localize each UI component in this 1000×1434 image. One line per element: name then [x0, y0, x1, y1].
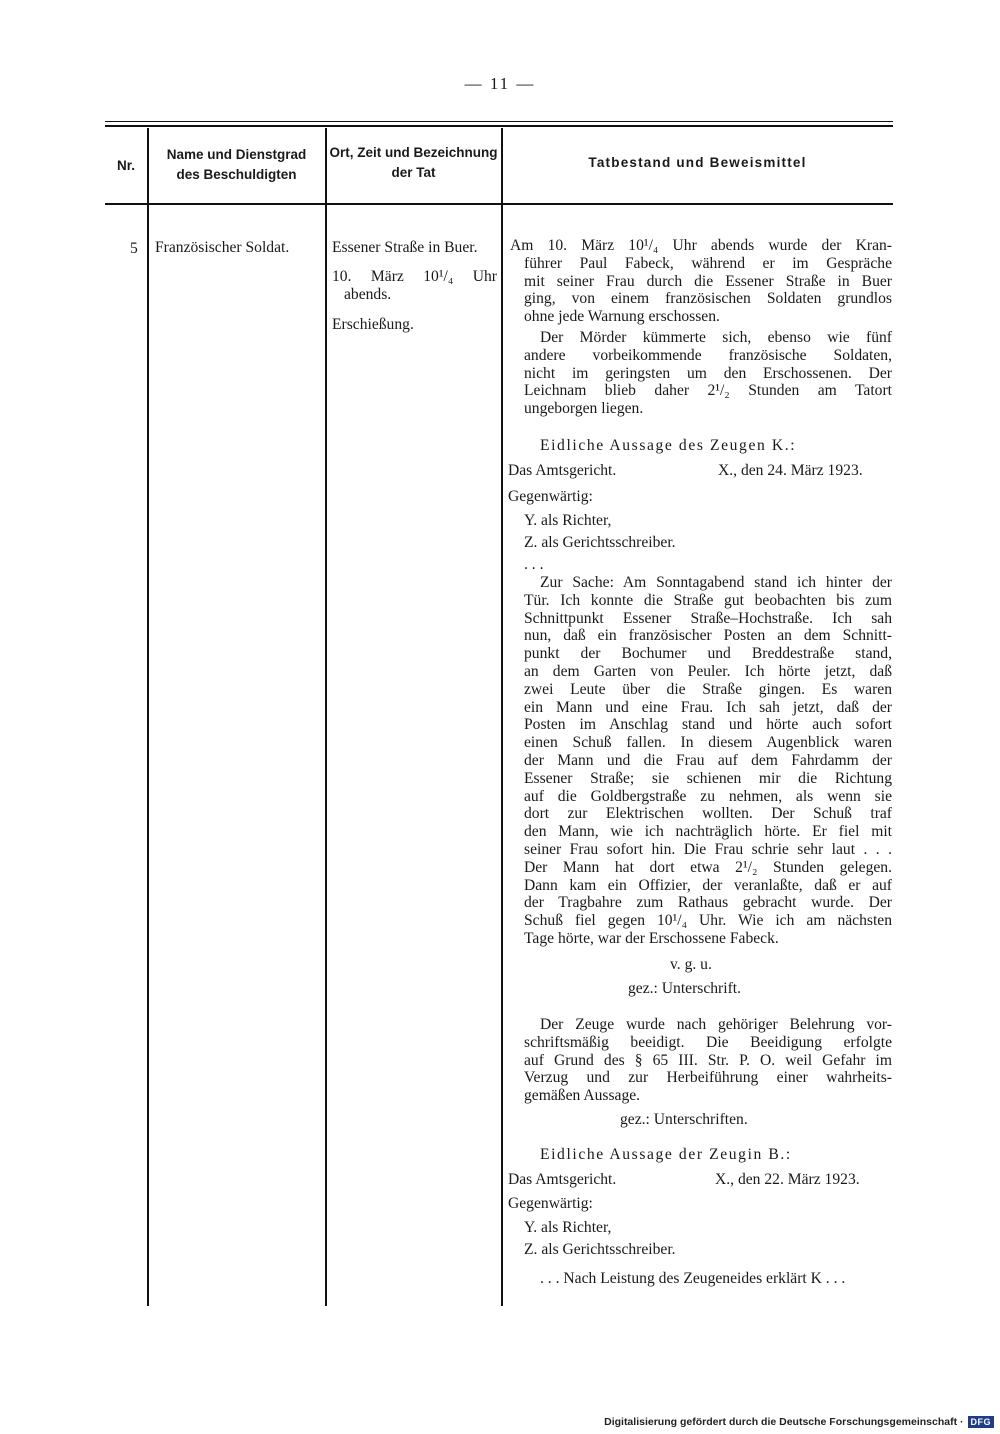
- text-line: Essener Straße; sie schienen mir die Richtung: [524, 769, 892, 787]
- header-name: [148, 145, 325, 185]
- dfg-logo-icon: DFG: [968, 1416, 995, 1428]
- text-line: auf Grund des § 65 III. Str. P. O. weil Gefahr im: [524, 1051, 892, 1069]
- text-line: ging, von einem französischen Soldaten grundlos: [524, 290, 892, 308]
- column-divider-3: [501, 128, 503, 1306]
- text-line: Schnittpunkt Essener Straße–Hochstraße. Ich sah: [524, 609, 892, 627]
- header-bottom-rule: [105, 203, 893, 205]
- footer: [604, 1416, 994, 1428]
- text-line: Verzug und zur Herbeiführung einer wahrheits-: [524, 1069, 892, 1087]
- text-line: Tage hörte, war der Erschossene Fabeck.: [524, 929, 779, 947]
- header-tatbestand: [502, 153, 893, 173]
- text-line: nicht im geringsten um den Erschossenen. Der: [524, 364, 892, 382]
- aussage-1-statement: [524, 574, 892, 948]
- aussage-2-closing: . . . Nach Leistung des Zeugeneides erklärt K . . .: [540, 1270, 846, 1287]
- text-line: der Tragbahre zum Rathaus gebracht wurde. Der: [524, 894, 892, 912]
- text-line: auf die Goldbergstraße zu nehmen, als wenn sie: [524, 787, 892, 805]
- text-line: der Mann und die Frau auf dem Fahrdamm der: [524, 751, 892, 769]
- row-ort-line2: 10. März 10¹/₄ Uhr: [332, 268, 497, 285]
- text-line: Dann kam ein Offizier, der veranlaßte, daß er auf: [524, 876, 892, 894]
- footer-text: Digitalisierung gefördert durch die Deutsche Forschungsgemeinschaft ·: [604, 1416, 964, 1428]
- text-line: andere vorbeikommende französische Soldaten,: [524, 346, 892, 364]
- header-nr: [105, 156, 147, 176]
- aussage-1-title: Eidliche Aussage des Zeugen K.:: [540, 437, 797, 454]
- text-line: zwei Leute über die Straße gingen. Es waren: [524, 680, 892, 698]
- row-ort-line1: Essener Straße in Buer.: [332, 239, 478, 256]
- text-line: führer Paul Fabeck, während er im Gespräche: [524, 254, 892, 272]
- column-divider-1: [147, 128, 149, 1306]
- row-ort-line3: abends.: [344, 286, 392, 303]
- page-number: — 11 —: [464, 74, 536, 93]
- aussage-1-ellipsis: . . .: [524, 556, 544, 573]
- tatbestand-paragraph-2: [524, 329, 892, 418]
- oath-signed: gez.: Unterschriften.: [620, 1111, 748, 1128]
- aussage-2-clerk: Z. als Gerichtsschreiber.: [524, 1241, 676, 1258]
- header-ort-line1: Ort, Zeit und Bezeichnung: [329, 145, 498, 160]
- text-line: Posten im Anschlag stand und hörte auch sofort: [524, 716, 892, 734]
- text-line: Der Mörder kümmerte sich, ebenso wie fünf: [540, 329, 892, 346]
- text-line: seiner Frau sofort hin. Die Frau schrie sehr laut . . .: [524, 840, 892, 858]
- top-rule-thick: [105, 125, 893, 127]
- header-name-line1: Name und Dienstgrad: [166, 147, 307, 162]
- aussage-2-judge: Y. als Richter,: [524, 1219, 612, 1236]
- text-line: an dem Garten von Peuler. Ich hörte jetzt, daß: [524, 662, 892, 680]
- text-line: gemäßen Aussage.: [524, 1087, 641, 1105]
- aussage-1-judge: Y. als Richter,: [524, 512, 612, 529]
- oath-paragraph: [524, 1016, 892, 1105]
- header-tatbestand-label: Tatbestand und Beweismittel: [588, 155, 807, 170]
- aussage-1-signed: gez.: Unterschrift.: [628, 980, 742, 997]
- text-line: nun, daß ein französischer Posten an dem Schnitt-: [524, 627, 892, 645]
- row-name: Französischer Soldat.: [155, 239, 290, 256]
- aussage-2-court: Das Amtsgericht.: [508, 1171, 617, 1188]
- header-name-line2: des Beschuldigten: [176, 167, 297, 182]
- text-line: ein Mann und eine Frau. Ich sah jetzt, daß der: [524, 698, 892, 716]
- text-line: Der Mann hat dort etwa 2¹/₂ Stunden gelegen.: [524, 858, 892, 876]
- tatbestand-paragraph-1: [510, 237, 892, 326]
- text-line: den Mann, wie ich nachträglich hörte. Er fiel mit: [524, 823, 892, 841]
- aussage-1-present: Gegenwärtig:: [508, 488, 593, 505]
- text-line: Am 10. März 10¹/₄ Uhr abends wurde der Kran-: [510, 237, 892, 254]
- aussage-2-title: Eidliche Aussage der Zeugin B.:: [540, 1146, 792, 1163]
- header-nr-label: Nr.: [116, 158, 135, 173]
- header-ort: [326, 143, 501, 183]
- row-nr: 5: [130, 240, 138, 257]
- text-line: mit seiner Frau durch die Essener Straße in Buer: [524, 272, 892, 290]
- text-line: punkt der Bochumer und Breddestraße stand,: [524, 645, 892, 663]
- aussage-1-court: Das Amtsgericht.: [508, 462, 617, 479]
- text-line: ungeborgen liegen.: [524, 400, 644, 418]
- text-line: Schuß fiel gegen 10¹/₄ Uhr. Wie ich am nächsten: [524, 912, 892, 930]
- row-ort-line4: Erschießung.: [332, 316, 414, 333]
- top-rule-thin: [105, 121, 893, 122]
- aussage-1-date: X., den 24. März 1923.: [718, 462, 863, 479]
- text-line: ohne jede Warnung erschossen.: [524, 308, 720, 326]
- aussage-2-present: Gegenwärtig:: [508, 1195, 593, 1212]
- text-line: Der Zeuge wurde nach gehöriger Belehrung vor-: [540, 1016, 892, 1033]
- aussage-1-vgu: v. g. u.: [670, 956, 712, 973]
- column-divider-2: [325, 128, 327, 1306]
- text-line: Leichnam blieb daher 2¹/₂ Stunden am Tatort: [524, 382, 892, 400]
- text-line: Tür. Ich konnte die Straße gut beobachten bis zum: [524, 591, 892, 609]
- text-line: einen Schuß fallen. In diesem Augenblick waren: [524, 734, 892, 752]
- header-ort-line2: der Tat: [391, 165, 436, 180]
- aussage-2-date: X., den 22. März 1923.: [715, 1171, 860, 1188]
- aussage-1-clerk: Z. als Gerichtsschreiber.: [524, 534, 676, 551]
- text-line: Zur Sache: Am Sonntagabend stand ich hinter der: [540, 574, 892, 591]
- text-line: dort zur Elektrischen wollten. Der Schuß traf: [524, 805, 892, 823]
- text-line: schriftsmäßig beeidigt. Die Beeidigung erfolgte: [524, 1033, 892, 1051]
